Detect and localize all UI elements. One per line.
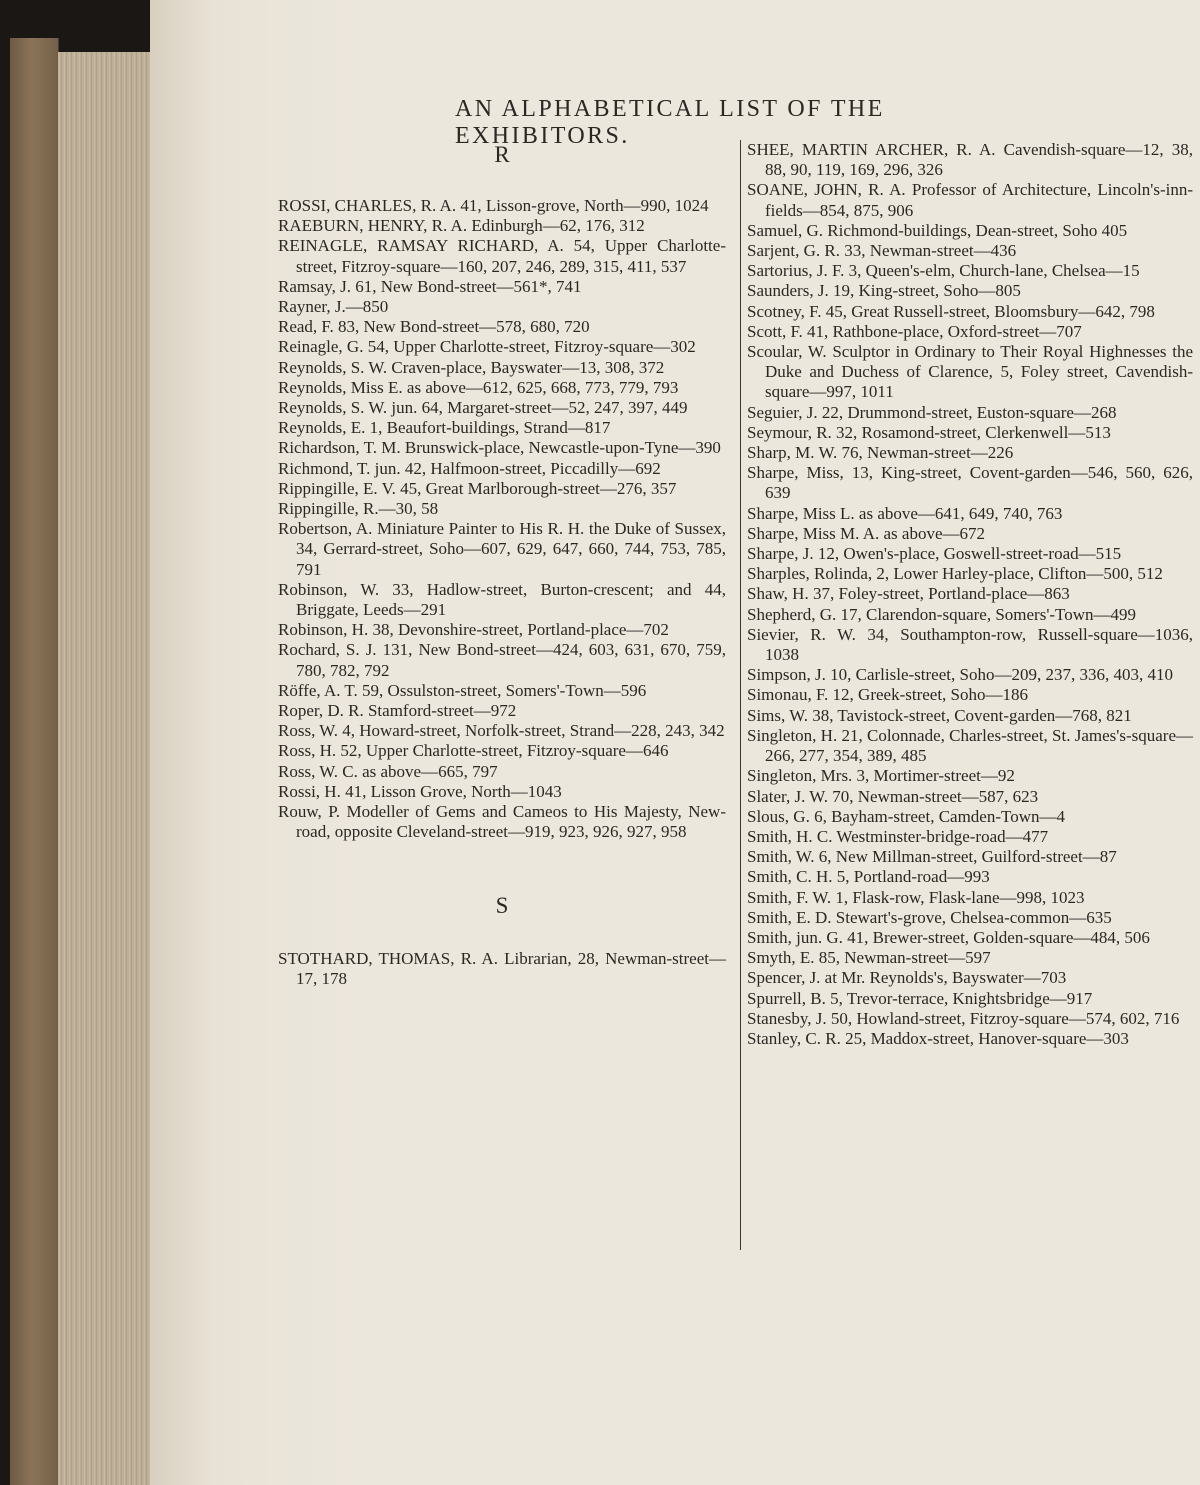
exhibitor-entry: Smith, H. C. Westminster-bridge-road—477 [747,826,1049,846]
exhibitor-entry: Reynolds, S. W. Craven-place, Bayswater—13, 308, 372 [278,357,665,377]
exhibitor-entry: Robinson, W. 33, Hadlow-street, Burton-crescent; and 44, Briggate, Leeds—291 [278,579,726,620]
exhibitor-entry: Ross, W. C. as above—665, 797 [278,761,498,781]
book-spine [10,38,59,1485]
exhibitor-entry: Rippingille, R.—30, 58 [278,499,439,519]
exhibitor-entry: Shaw, H. 37, Foley-street, Portland-place—863 [747,584,1070,604]
exhibitor-entry: Richardson, T. M. Brunswick-place, Newcastle-upon-Tyne—390 [278,438,721,458]
exhibitor-entry: RAEBURN, HENRY, R. A. Edinburgh—62, 176, 312 [278,216,645,236]
exhibitor-entry: REINAGLE, RAMSAY RICHARD, A. 54, Upper Charlotte-street, Fitzroy-square—160, 207, 246, 289, 315, 411, 537 [278,236,726,276]
exhibitor-entry: Scott, F. 41, Rathbone-place, Oxford-street—707 [747,321,1082,341]
exhibitor-entry: Simonau, F. 12, Greek-street, Soho—186 [747,685,1028,705]
exhibitor-entry: Rossi, H. 41, Lisson Grove, North—1043 [278,781,562,801]
exhibitor-entry: Seymour, R. 32, Rosamond-street, Clerkenwell—513 [747,422,1111,442]
exhibitor-entry: Stanley, C. R. 25, Maddox-street, Hanover-square—303 [747,1028,1129,1048]
exhibitor-entry: Rippingille, E. V. 45, Great Marlborough-street—276, 357 [278,478,677,498]
exhibitor-entry: ROSSI, CHARLES, R. A. 41, Lisson-grove, North—990, 1024 [278,196,709,215]
exhibitor-entry: Smith, F. W. 1, Flask-row, Flask-lane—998, 1023 [747,887,1085,907]
exhibitor-entry: Samuel, G. Richmond-buildings, Dean-street, Soho 405 [747,220,1128,240]
exhibitor-entry: Sievier, R. W. 34, Southampton-row, Russell-square—1036, 1038 [747,624,1193,665]
exhibitor-entry: Smith, jun. G. 41, Brewer-street, Golden-square—484, 506 [747,927,1150,947]
book-page [150,0,1200,1485]
exhibitor-entry: Read, F. 83, New Bond-street—578, 680, 720 [278,317,590,337]
exhibitor-entry: Smyth, E. 85, Newman-street—597 [747,948,991,968]
exhibitor-entry: SOANE, JOHN, R. A. Professor of Architecture, Lincoln's-inn-fields—854, 875, 906 [747,180,1193,220]
exhibitor-entry: Sims, W. 38, Tavistock-street, Covent-garden—768, 821 [747,705,1132,725]
exhibitor-entry: Shepherd, G. 17, Clarendon-square, Somers'-Town—499 [747,604,1137,624]
exhibitor-entry: Sharpe, Miss L. as above—641, 649, 740, 763 [747,503,1063,523]
exhibitor-entry: Smith, C. H. 5, Portland-road—993 [747,867,990,887]
exhibitor-entry: Robertson, A. Miniature Painter to His R. H. the Duke of Sussex, 34, Gerrard-street, Soho—607, 629, 647, 660, 744, 753, 785, 791 [278,519,726,579]
exhibitor-entry: Sharpe, Miss M. A. as above—672 [747,523,985,543]
exhibitor-entry: Röffe, A. T. 59, Ossulston-street, Somers'-Town—596 [278,680,647,700]
exhibitor-entry: Ramsay, J. 61, New Bond-street—561*, 741 [278,276,582,296]
exhibitor-entry: Singleton, Mrs. 3, Mortimer-street—92 [747,766,1015,786]
left-column [278,138,726,989]
exhibitor-entry: Robinson, H. 38, Devonshire-street, Portland-place—702 [278,620,669,640]
exhibitor-entry: STOTHARD, THOMAS, R. A. Librarian, 28, Newman-street—17, 178 [278,948,726,988]
exhibitor-entry: Singleton, H. 21, Colonnade, Charles-street, St. James's-square—266, 277, 354, 389, 485 [747,725,1193,766]
exhibitor-entry: Roper, D. R. Stamford-street—972 [278,701,517,721]
exhibitor-entry: Sharpe, Miss, 13, King-street, Covent-garden—546, 560, 626, 639 [747,463,1193,503]
exhibitor-entry: Slous, G. 6, Bayham-street, Camden-Town—4 [747,806,1065,826]
page-header: AN ALPHABETICAL LIST OF THE EXHIBITORS. [455,96,885,149]
exhibitor-entry: Smith, E. D. Stewart's-grove, Chelsea-common—635 [747,907,1112,927]
exhibitor-entry: Reynolds, E. 1, Beaufort-buildings, Strand—817 [278,418,611,438]
exhibitor-entry: Ross, W. 4, Howard-street, Norfolk-street, Strand—228, 243, 342 [278,721,725,741]
exhibitor-entry: Smith, W. 6, New Millman-street, Guilford-street—87 [747,847,1117,867]
exhibitor-entry: Reynolds, Miss E. as above—612, 625, 668, 773, 779, 793 [278,377,679,397]
exhibitor-entry: Ross, H. 52, Upper Charlotte-street, Fitzroy-square—646 [278,741,669,761]
exhibitor-entry: Stanesby, J. 50, Howland-street, Fitzroy-square—574, 602, 716 [747,1008,1180,1028]
exhibitor-entry: Spurrell, B. 5, Trevor-terrace, Knightsbridge—917 [747,988,1093,1008]
exhibitor-entry: Spencer, J. at Mr. Reynolds's, Bayswater—703 [747,968,1067,988]
section-letter-s: S [495,892,509,918]
exhibitor-entry: Rouw, P. Modeller of Gems and Cameos to His Majesty, New-road, opposite Cleveland-street—919, 923, 926, 927, 958 [278,802,726,842]
exhibitor-entry: Simpson, J. 10, Carlisle-street, Soho—209, 237, 336, 403, 410 [747,665,1173,685]
exhibitor-entry: Sarjent, G. R. 33, Newman-street—436 [747,241,1017,261]
exhibitor-entry: Scotney, F. 45, Great Russell-street, Bloomsbury—642, 798 [747,301,1155,321]
exhibitor-entry: Scoular, W. Sculptor in Ordinary to Their Royal Highnesses the Duke and Duchess of Clarence, 5, Foley street, Cavendish-square—997, 1011 [747,342,1193,402]
exhibitor-entry: Reinagle, G. 54, Upper Charlotte-street, Fitzroy-square—302 [278,337,696,357]
exhibitor-entry: Rayner, J.—850 [278,297,389,317]
exhibitor-entry: Sartorius, J. F. 3, Queen's-elm, Church-lane, Chelsea—15 [747,261,1140,281]
exhibitor-entry: Sharp, M. W. 76, Newman-street—226 [747,443,1014,463]
exhibitor-entry: Richmond, T. jun. 42, Halfmoon-street, Piccadilly—692 [278,458,661,478]
exhibitor-entry: SHEE, MARTIN ARCHER, R. A. Cavendish-square—12, 38, 88, 90, 119, 169, 296, 326 [747,140,1193,180]
exhibitor-entry: Rochard, S. J. 131, New Bond-street—424, 603, 631, 670, 759, 780, 782, 792 [278,640,726,680]
exhibitor-entry: Sharples, Rolinda, 2, Lower Harley-place, Clifton—500, 512 [747,564,1163,584]
section-letter-r: R [494,142,510,167]
exhibitor-entry: Reynolds, S. W. jun. 64, Margaret-street—52, 247, 397, 449 [278,398,688,418]
right-column [740,140,1193,1250]
exhibitor-entry: Saunders, J. 19, King-street, Soho—805 [747,281,1021,301]
exhibitor-entry: Slater, J. W. 70, Newman-street—587, 623 [747,786,1039,806]
exhibitor-entry: Seguier, J. 22, Drummond-street, Euston-square—268 [747,402,1117,422]
exhibitor-entry: Sharpe, J. 12, Owen's-place, Goswell-street-road—515 [747,544,1122,564]
